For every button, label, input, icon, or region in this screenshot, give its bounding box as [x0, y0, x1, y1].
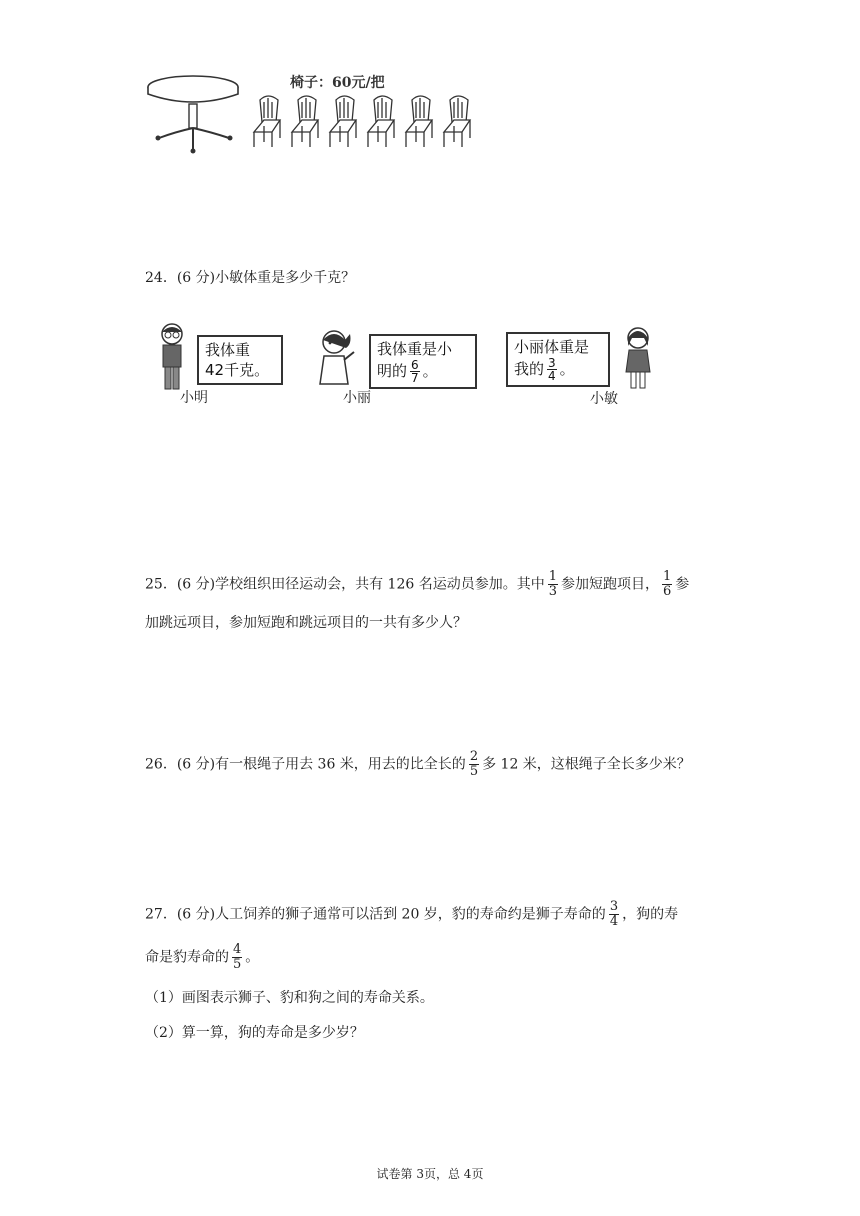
chair-price-label: 椅子：60元/把 [290, 75, 385, 91]
question-27-line1: 27．(6 分)人工饲养的狮子通常可以活到 20 岁，豹的寿命约是狮子寿命的 $\frac{3}{4}$ ，狗的寿 [145, 899, 679, 929]
xiaoli-fraction: $\frac{6}{7}$ [411, 358, 419, 385]
boy-xiaoming-icon [155, 322, 189, 392]
q25-fraction-2: $\frac{1}{6}$ [663, 569, 672, 599]
xiaoli-speech-bubble [369, 334, 477, 389]
question-27-line2: 命是豹寿命的 $\frac{4}{5}$ 。 [145, 942, 260, 972]
q25-fraction-1: $\frac{1}{3}$ [548, 569, 557, 599]
xiaoli-line2: 明的 $\frac{6}{7}$ 。 [377, 358, 438, 385]
question-26-text: 26．(6 分)有一根绳子用去 36 米，用去的比全长的 $\frac{2}{5}$ 多 12 米，这根绳子全长多少米？ [145, 749, 691, 779]
question-25-line1: 25．(6 分)学校组织田径运动会，共有 126 名运动员参加。其中 $\frac{1}{3}$ 参加短跑项目， $\frac{1}{6}$ 参 [145, 569, 690, 599]
xiaoli-line1: 我体重是小 [377, 340, 453, 358]
q27-fraction-1: $\frac{3}{4}$ [609, 899, 619, 929]
xiaoming-name: 小明 [180, 390, 208, 406]
girl-xiaomin-icon [620, 324, 656, 390]
round-table-icon [145, 74, 245, 156]
q26-fraction: $\frac{2}{5}$ [469, 749, 479, 779]
xiaomin-line2: 我的 $\frac{3}{4}$ 。 [514, 356, 575, 383]
xiaoli-name: 小丽 [343, 390, 371, 406]
xiaomin-fraction: $\frac{3}{4}$ [548, 356, 556, 383]
question-24-prompt: 24．(6 分)小敏体重是多少千克？ [145, 270, 356, 286]
chair-icon [248, 92, 488, 152]
question-27-sub1: （1）画图表示狮子、豹和狗之间的寿命关系。 [145, 990, 434, 1006]
q27-fraction-2: $\frac{4}{5}$ [233, 942, 242, 972]
question-25-line2: 加跳远项目，参加短跑和跳远项目的一共有多少人？ [145, 615, 467, 631]
xiaoming-line2: 42千克。 [205, 361, 270, 379]
xiaomin-name: 小敏 [590, 391, 618, 407]
xiaomin-line1: 小丽体重是 [514, 338, 590, 356]
page-footer: 试卷第 3页，总 4页 [376, 1167, 484, 1181]
xiaomin-speech-bubble [506, 332, 610, 387]
xiaoming-line1: 我体重 [205, 341, 251, 359]
table-chairs-illustration [140, 60, 500, 160]
xiaoming-speech-bubble [197, 335, 283, 385]
question-27-sub2: （2）算一算，狗的寿命是多少岁？ [145, 1025, 364, 1041]
girl-xiaoli-icon [312, 326, 358, 390]
